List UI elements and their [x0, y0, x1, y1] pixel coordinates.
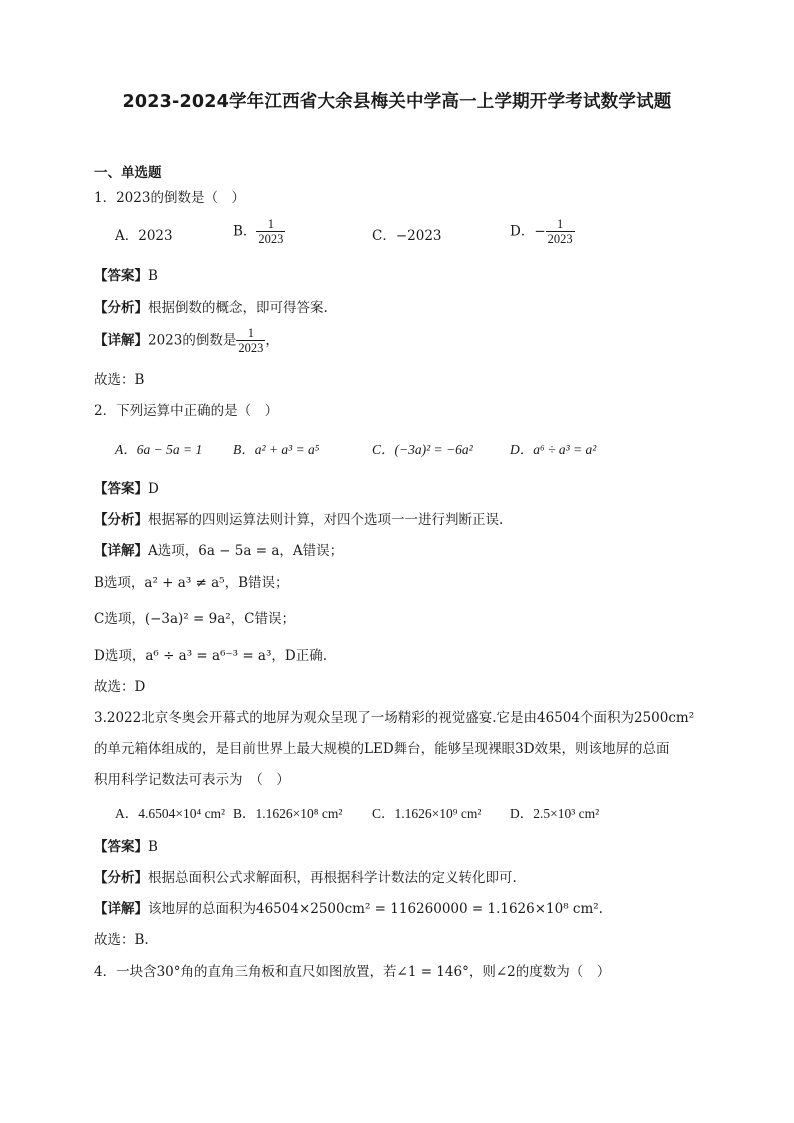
- q1-analysis: [94, 298, 328, 318]
- q2-detail-a-text: A选项，6a − 5a = a，A错误；: [148, 543, 344, 559]
- q2-answer: [94, 479, 159, 499]
- q1-analysis-tag: 【分析】: [94, 300, 148, 316]
- q3-stem-line-2: 的单元箱体组成的，是目前世界上最大规模的LED舞台，能够呈现裸眼3D效果，则该地屏的总面: [94, 741, 670, 757]
- q3-analysis-tag: 【分析】: [94, 870, 148, 886]
- q3-analysis: [94, 868, 517, 888]
- q2-detail-b: B选项，a² + a³ ≠ a⁵，B错误；: [94, 575, 289, 591]
- q1-detail-den: 2023: [238, 341, 264, 355]
- q1-detail: [94, 326, 279, 355]
- q1-answer: [94, 266, 158, 286]
- q1-answer-tag: 【答案】: [94, 268, 148, 284]
- q3-detail-text: 该地屏的总面积为46504×2500cm² = 116260000 = 1.1626×10⁸ cm².: [148, 901, 603, 917]
- q1-option-d-fraction: [546, 217, 575, 246]
- q2-answer-tag: 【答案】: [94, 481, 148, 497]
- q4-stem: 4．一块含30°角的直角三角板和直尺如图放置，若∠1 = 146°，则∠2的度数为（ ）: [94, 964, 611, 980]
- q2-option-a: A．6a − 5a = 1: [115, 442, 203, 457]
- q2-detail-tag: 【详解】: [94, 543, 148, 559]
- q3-analysis-text: 根据总面积公式求解面积，再根据科学计数法的定义转化即可.: [148, 870, 517, 886]
- q1-option-b-den: 2023: [258, 232, 284, 246]
- q2-detail-d: D选项，a⁶ ÷ a³ = a⁶⁻³ = a³，D正确.: [94, 648, 328, 664]
- q1-option-b-num: 1: [267, 217, 275, 231]
- q1-analysis-text: 根据倒数的概念，即可得答案.: [148, 300, 328, 316]
- section-heading: 一、单选题: [94, 165, 162, 181]
- q3-stem-line-1: 3.2022北京冬奥会开幕式的地屏为观众呈现了一场精彩的视觉盛宴.它是由46504个面积为2500cm²: [94, 710, 695, 726]
- q3-detail: [94, 899, 603, 919]
- document-title: 2023-2024学年江西省大余县梅关中学高一上学期开学考试数学试题: [122, 92, 672, 112]
- q1-stem: 1．2023的倒数是（ ）: [94, 190, 245, 206]
- q1-option-d-num: 1: [557, 217, 564, 231]
- q1-answer-value: B: [148, 268, 158, 284]
- q1-option-d-label: D．−: [510, 223, 546, 240]
- q1-option-d-den: 2023: [547, 232, 573, 246]
- q1-option-c: C．−2023: [372, 228, 442, 244]
- q3-answer-tag: 【答案】: [94, 839, 148, 855]
- q3-stem-line-3: 积用科学记数法可表示为 （ ）: [94, 772, 290, 788]
- q1-choice: 故选：B: [94, 372, 145, 388]
- q2-analysis-tag: 【分析】: [94, 512, 148, 528]
- q2-option-d: D．a⁶ ÷ a³ = a²: [510, 442, 597, 457]
- q1-detail-fraction: [236, 326, 265, 355]
- q1-detail-tag: 【详解】: [94, 332, 148, 349]
- q3-option-b: B．1.1626×10⁸ cm²: [233, 806, 343, 821]
- q1-detail-num: 1: [247, 326, 254, 340]
- q1-option-b-label: B．: [233, 223, 257, 240]
- q2-detail-a: [94, 541, 343, 561]
- q2-stem: 2．下列运算中正确的是（ ）: [94, 403, 279, 419]
- q3-answer-value: B: [148, 839, 158, 855]
- q1-detail-post: ，: [265, 332, 279, 349]
- q1-option-b-fraction: [256, 217, 285, 246]
- q1-option-d: [510, 217, 575, 246]
- q1-option-b: [233, 217, 285, 246]
- q2-analysis-text: 根据幂的四则运算法则计算，对四个选项一一进行判断正误.: [148, 512, 504, 528]
- q1-option-a: A．2023: [115, 228, 173, 244]
- q2-option-b: B．a² + a³ = a⁵: [233, 442, 320, 457]
- q2-answer-value: D: [148, 481, 159, 497]
- q2-choice: 故选：D: [94, 679, 146, 695]
- q3-option-a: A．4.6504×10⁴ cm²: [115, 806, 226, 821]
- q3-option-c: C．1.1626×10⁹ cm²: [372, 806, 482, 821]
- q2-option-c: C．(−3a)² = −6a²: [372, 442, 473, 457]
- q3-answer: [94, 837, 158, 857]
- q1-detail-pre: 2023的倒数是: [148, 332, 237, 349]
- q3-choice: 故选：B.: [94, 932, 149, 948]
- q3-detail-tag: 【详解】: [94, 901, 148, 917]
- q2-detail-c: C选项，(−3a)² = 9a²，C错误；: [94, 611, 295, 627]
- q2-analysis: [94, 510, 503, 530]
- q3-option-d: D．2.5×10³ cm²: [510, 806, 600, 821]
